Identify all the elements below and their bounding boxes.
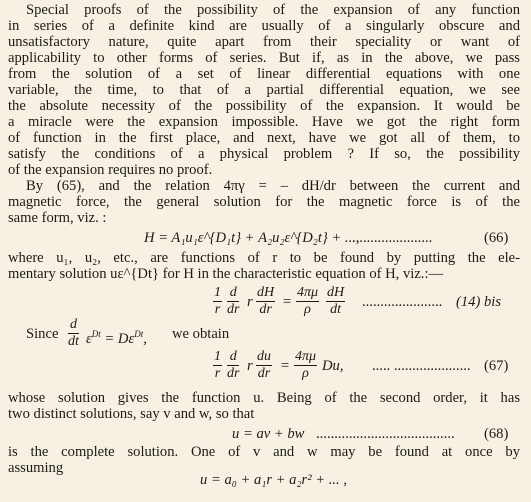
text-line: in series of a definite kind are usually of a singularly obscure and bbox=[8, 18, 520, 34]
text-line: two distinct solutions, say v and w, so that bbox=[8, 406, 255, 422]
text-line: same form, viz. : bbox=[8, 210, 107, 226]
leader-dots: ...................................... bbox=[316, 426, 455, 442]
text-line: is the complete solution. One of v and w may be found at once by bbox=[8, 444, 520, 460]
text-line: By (65), and the relation 4πγ = – dH/dr between the current and bbox=[26, 178, 520, 194]
text-since: Since bbox=[26, 326, 59, 342]
text-line: from the solution of a set of linear differential equations with one bbox=[8, 66, 520, 82]
text-line: Special proofs of the possibility of the expansion of any function bbox=[26, 2, 520, 18]
text-line: applicability to other forms of series. But if, as in the above, we pass bbox=[8, 50, 520, 66]
text-line: the absolute necessity of the possibility of the expansion. It would be bbox=[8, 98, 520, 114]
text-line: unsatisfactory nature, quite apart from their speciality or want of bbox=[8, 34, 520, 50]
text-line: variable, the time, to that of a partial differential equation, we see bbox=[8, 82, 520, 98]
text-line: of function in the first place, and next, have we got all of them, to bbox=[8, 130, 520, 146]
equation-label: (67) bbox=[484, 358, 509, 374]
equation-label: (14) bis bbox=[456, 294, 501, 310]
text-line: magnetic force, the general solution for the magnetic force is of the bbox=[8, 194, 520, 210]
equation-66: H = A₁u₁ε^{D₁t} + A₂u₂ε^{D₂t} + ..., bbox=[144, 230, 360, 246]
text-we-obtain: we obtain bbox=[172, 326, 230, 342]
equation-label: (68) bbox=[484, 426, 509, 442]
leader-dots: ...................... bbox=[362, 294, 443, 310]
text-line: where u₁, u₂, etc., are functions of r to be found by putting the ele- bbox=[8, 250, 520, 266]
text-line: of the expansion requires no proof. bbox=[8, 162, 213, 178]
text-line: assuming bbox=[8, 460, 64, 476]
equation-68: u = av + bw bbox=[232, 426, 305, 442]
leader-dots: ...................... bbox=[352, 230, 433, 246]
equation-label: (66) bbox=[484, 230, 509, 246]
book-page: Special proofs of the possibility of the expansion of any function in series of a definite kind are usually of a singularly obscure and unsatisfactory nature, quite apart from their speciality or want of applicability to other forms of series. But if, as in the above, we pass from the solution of a set of linear differential equations with one variable, the time, to that of a partial differential equation, we see the absolute necessity of the possibility of the expansion. It would be a miracle were the expansion impossible. Have we got the right form of function in the first place, and next, have we got all of them, to satisfy the conditions of a physical problem ? If so, the possibility of the expansion requires no proof. By (65), and the relation 4πγ = – dH/dr between the current and magnetic force, the general solution for the magnetic force is of the same form, viz. : H = A₁u₁ε^{D₁t} + A₂u₂ε^{D₂t} + ..., ...................... (66) where u₁, u₂, etc., are functions of r to be found by putting the ele- mentary solution uε^{Dt} for H in the characteristic equation of H, viz.:— 1 r d dr r dH dr = 4πμ ρ dH dt ...................... (14) bis Since d dt $\varepsilon^{Dt} = D\varepsilon^{Dt}$, we obtain 1 r d dr r du dr = 4πμ ρ Du, ..... ..................... (67) whose solution gives the function u. Being of the second order, it has two distinct solutions, say v and w, so that u = av + bw ...................................... (68) is the complete solution. One of v and w may be found at once by assuming u = a₀ + a₁r + a₂r² + ... , bbox=[8, 2, 520, 488]
text-line: a miracle were the expansion impossible. Have we got the right form bbox=[8, 114, 520, 130]
text-line: whose solution gives the function u. Being of the second order, it has bbox=[8, 390, 520, 406]
equation-series: u = a₀ + a₁r + a₂r² + ... , bbox=[200, 472, 347, 488]
text-line: mentary solution uε^{Dt} for H in the characteristic equation of H, viz.:— bbox=[8, 266, 444, 282]
leader-dots: ..... ..................... bbox=[372, 358, 471, 374]
text-line: satisfy the conditions of a physical problem ? If so, the possibility bbox=[8, 146, 520, 162]
